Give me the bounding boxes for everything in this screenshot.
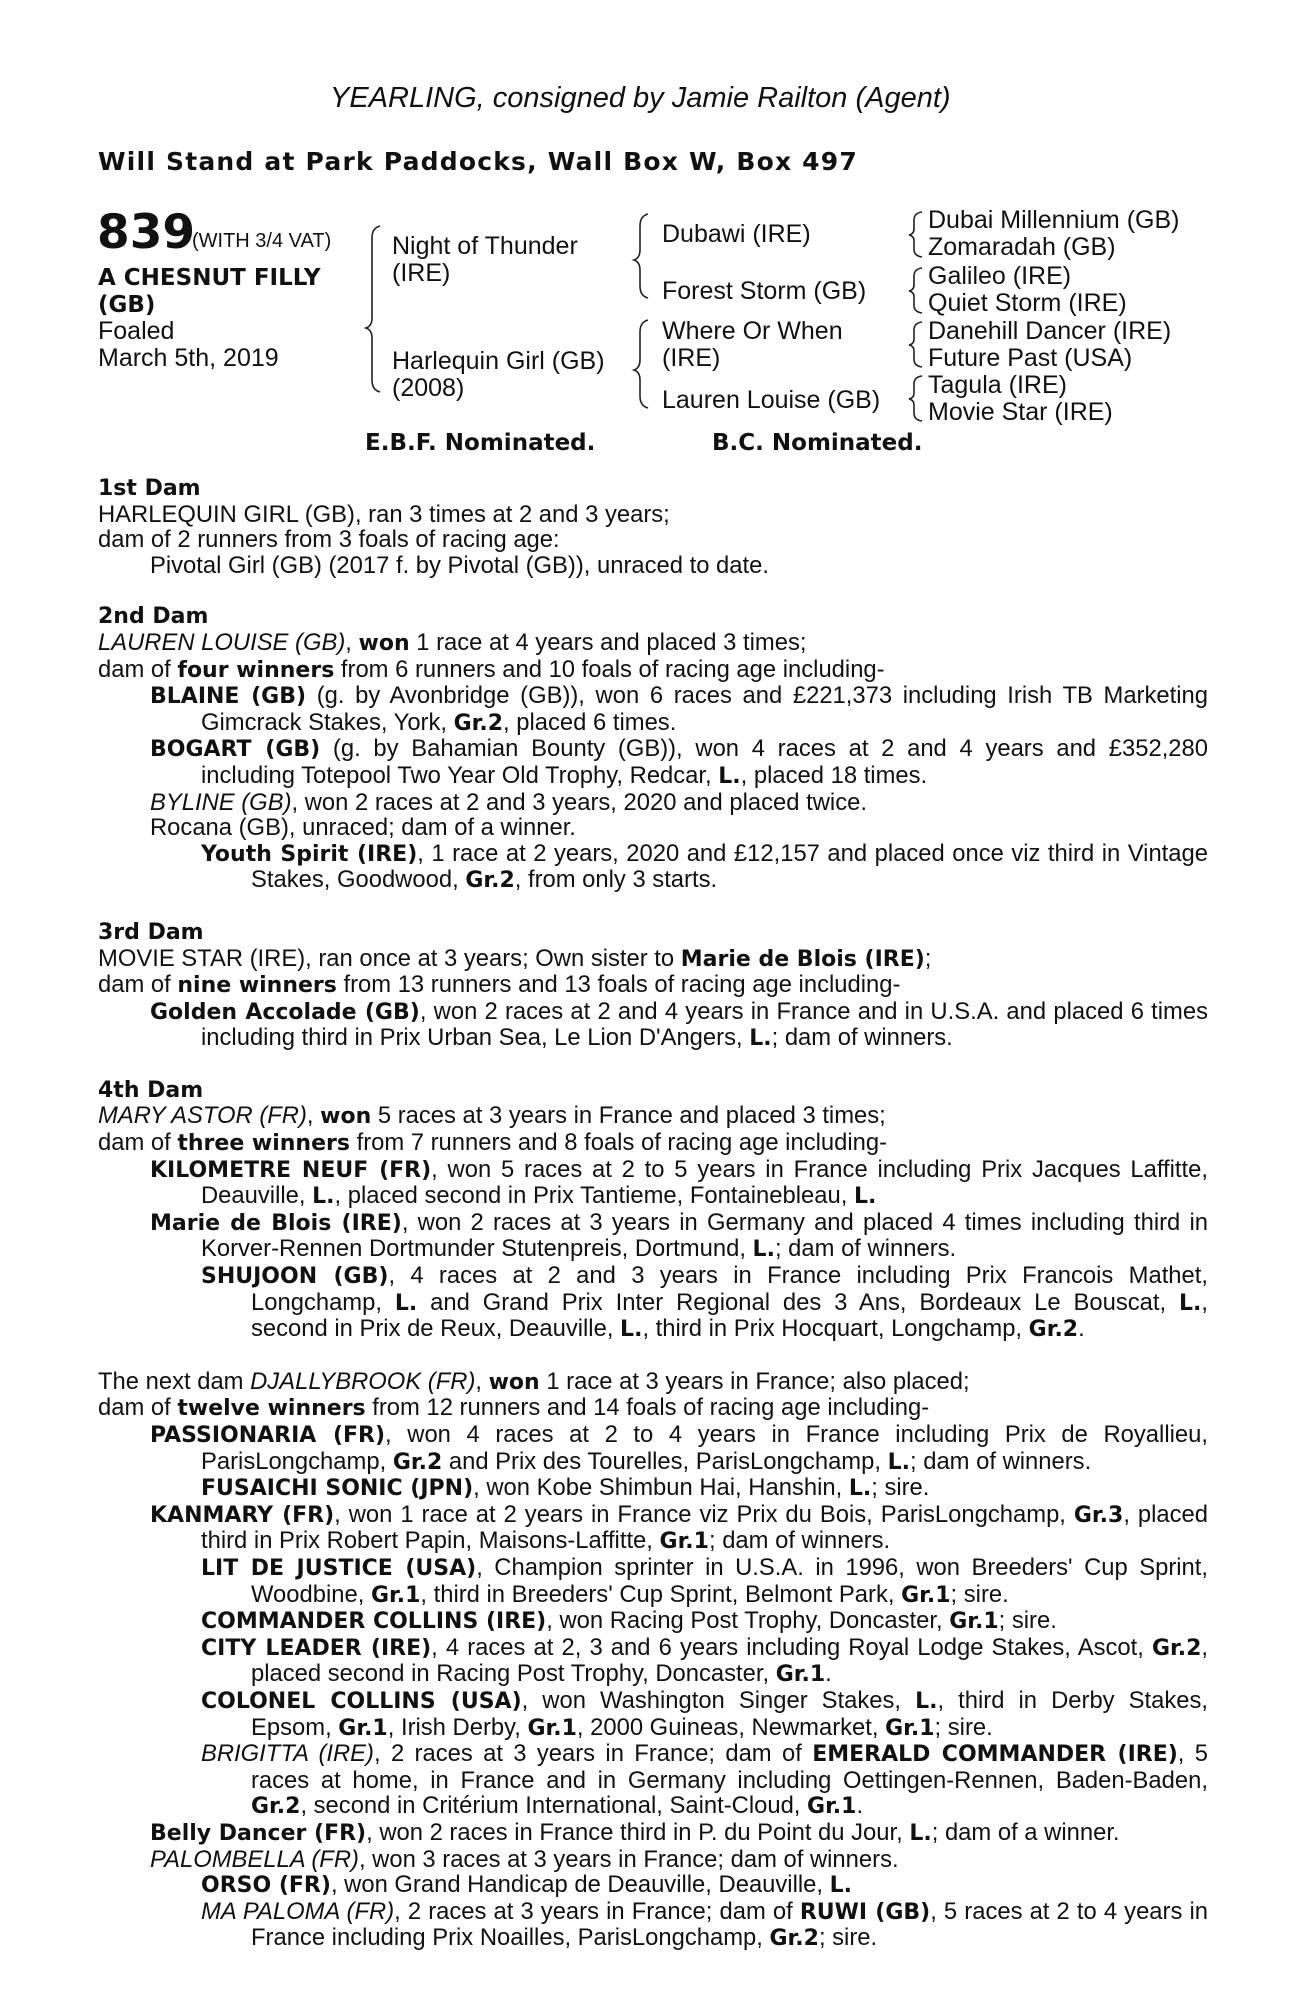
- entry-text: ,: [306, 1102, 321, 1130]
- pedigree-entry: [98, 630, 1208, 657]
- gg-8: Movie Star (IRE): [928, 398, 1113, 426]
- entry-text: , placed 6 times.: [503, 708, 677, 736]
- pedigree-entry: [98, 1157, 1208, 1210]
- bold-text: Gr.1: [775, 1662, 826, 1688]
- italic-text: MA PALOMA (FR): [201, 1897, 395, 1925]
- entry-text: Rocana (GB), unraced; dam of a winner.: [150, 814, 576, 842]
- dam-sire-name: Where Or When: [662, 317, 843, 345]
- pedigree-entry: [98, 1210, 1208, 1263]
- bold-text: Gr.1: [949, 1609, 999, 1635]
- bold-text: won: [488, 1369, 540, 1395]
- foaling-date: March 5th, 2019: [98, 344, 279, 372]
- bold-text: Belly Dancer (FR): [150, 1820, 367, 1846]
- bold-text: won: [320, 1104, 372, 1130]
- entry-text: , won Kobe Shimbun Hai, Hanshin,: [473, 1474, 849, 1502]
- entry-text: , won Washington Singer Stakes,: [521, 1686, 916, 1714]
- pedigree-entry: [98, 790, 1208, 816]
- pedigree-entry: [98, 815, 1208, 841]
- entry-text: , from only 3 starts.: [514, 866, 718, 894]
- entry-text: , second in Critérium International, Saint-Cloud,: [300, 1792, 808, 1820]
- pedigree-entry: [98, 972, 1208, 999]
- entry-text: 1 race at 4 years and placed 3 times;: [409, 628, 807, 656]
- pedigree-entry: [98, 527, 1208, 553]
- entry-text: MOVIE STAR (IRE), ran once at 3 years; Own sister to: [98, 944, 681, 972]
- entry-text: , placed second in Prix Tantieme, Fontainebleau,: [334, 1182, 854, 1210]
- bold-text: L.: [829, 1873, 853, 1899]
- bold-text: L.: [749, 1026, 772, 1052]
- stand-location: Will Stand at Park Paddocks, Wall Box W, Box 497: [98, 147, 858, 176]
- pedigree-entry: [98, 502, 1208, 528]
- entry-text: , 4 races at 2 and 3 years in France including Prix Francois Mathet, Longchamp,: [251, 1262, 1209, 1316]
- vat-note: (WITH 3/4 VAT): [192, 230, 332, 252]
- catalogue-title: YEARLING, consigned by Jamie Railton (Agent): [330, 82, 951, 114]
- dam-section: [98, 1078, 1208, 1343]
- ebf-nomination: E.B.F. Nominated.: [365, 430, 596, 456]
- gg-2: Zomaradah (GB): [928, 233, 1116, 261]
- entry-text: from 7 runners and 8 foals of racing age including-: [349, 1129, 888, 1157]
- italic-text: LAUREN LOUISE (GB): [98, 628, 346, 656]
- entry-text: ; sire.: [871, 1474, 930, 1502]
- entry-text: ,: [345, 628, 359, 656]
- dam-foaling-year: (2008): [392, 374, 465, 402]
- pedigree-entry: [98, 999, 1208, 1052]
- entry-text: .: [825, 1660, 832, 1688]
- bold-text: four winners: [177, 657, 335, 683]
- bold-text: Golden Accolade (GB): [150, 999, 420, 1025]
- bold-text: PASSIONARIA (FR): [150, 1423, 386, 1448]
- bold-text: Marie de Blois (IRE): [150, 1210, 402, 1236]
- italic-text: BRIGITTA (IRE): [201, 1740, 374, 1768]
- bold-text: KILOMETRE NEUF (FR): [150, 1157, 432, 1183]
- bold-text: three winners: [177, 1131, 350, 1157]
- bold-text: Gr.1: [807, 1794, 857, 1820]
- entry-text: , won 2 races at 2 and 3 years, 2020 and placed twice.: [291, 788, 867, 816]
- entry-text: , won 3 races at 3 years in France; dam of winners.: [358, 1845, 899, 1873]
- gg-7: Tagula (IRE): [928, 371, 1067, 399]
- section-heading: 4th Dam: [98, 1077, 204, 1103]
- bold-text: LIT DE JUSTICE (USA): [201, 1555, 477, 1581]
- bold-text: Gr.1: [338, 1715, 388, 1741]
- entry-text: , placed 18 times.: [740, 761, 928, 789]
- entry-text: and Grand Prix Inter Regional des 3 Ans, Bordeaux Le Bouscat,: [417, 1288, 1179, 1316]
- bold-text: twelve winners: [177, 1396, 366, 1422]
- bold-text: COLONEL COLLINS (USA): [201, 1688, 522, 1714]
- bold-text: L.: [853, 1184, 877, 1210]
- pedigree-entry: [98, 1555, 1208, 1608]
- entry-text: ; dam of winners.: [774, 1235, 957, 1263]
- bold-text: EMERALD COMMANDER (IRE): [812, 1742, 1178, 1768]
- entry-text: ; dam of a winner.: [931, 1818, 1120, 1846]
- entry-text: (g. by Avonbridge (GB)), won 6 races and £221,373 including Irish TB Marketing Gimcrack Stakes, York,: [201, 682, 1208, 736]
- entry-text: , third in Derby Stakes, Epsom,: [251, 1686, 1208, 1741]
- entry-text: dam of 2 runners from 3 foals of racing age:: [98, 526, 560, 554]
- entry-text: , won Grand Handicap de Deauville, Deauville,: [330, 1871, 830, 1899]
- bold-text: L.: [620, 1317, 643, 1343]
- gg-4: Quiet Storm (IRE): [928, 289, 1127, 317]
- dam-section: [98, 604, 1208, 894]
- entry-text: , 2000 Guineas, Newmarket,: [576, 1713, 886, 1741]
- entry-text: from 13 runners and 13 foals of racing age including-: [336, 971, 901, 999]
- bold-text: FUSAICHI SONIC (JPN): [201, 1476, 474, 1502]
- pedigree-entry: [98, 1899, 1208, 1952]
- bold-text: Gr.2: [392, 1449, 443, 1475]
- entry-text: , 4 races at 2, 3 and 6 years including Royal Lodge Stakes, Ascot,: [431, 1633, 1152, 1661]
- section-heading: 2nd Dam: [98, 604, 209, 630]
- italic-text: DJALLYBROOK (FR): [250, 1367, 476, 1395]
- bold-text: Gr.2: [1151, 1635, 1202, 1661]
- pedigree-entry: [98, 1475, 1208, 1502]
- gg-3: Galileo (IRE): [928, 262, 1072, 290]
- foaled-label: Foaled: [98, 317, 175, 345]
- entry-text: (g. by Bahamian Bounty (GB)), won 4 races at 2 and 4 years and £352,280 including Totepool Two Year Old Trophy, Redcar,: [201, 735, 1209, 789]
- entry-text: , third in Prix Hocquart, Longchamp,: [642, 1315, 1029, 1343]
- pedigree-entry: [98, 1369, 1208, 1396]
- pedigree-entry: [98, 946, 1208, 973]
- entry-text: , 5 races at home, in France and in Germany including Oettingen-Rennen, Baden-Baden,: [251, 1740, 1208, 1794]
- entry-text: ; sire.: [998, 1607, 1057, 1635]
- entry-text: Pivotal Girl (GB) (2017 f. by Pivotal (GB)), unraced to date.: [150, 551, 769, 579]
- pedigree-entry: [98, 657, 1208, 684]
- pedigree-entry: [98, 1502, 1208, 1555]
- bold-text: COMMANDER COLLINS (IRE): [201, 1609, 547, 1635]
- entry-text: , won Racing Post Trophy, Doncaster,: [546, 1607, 950, 1635]
- bold-text: L.: [312, 1184, 335, 1210]
- bold-text: L.: [718, 763, 741, 789]
- entry-text: 5 races at 3 years in France and placed 3 times;: [371, 1102, 886, 1130]
- dam-section: [98, 476, 1208, 578]
- entry-text: , 2 races at 3 years in France; dam of: [394, 1897, 800, 1925]
- entry-text: , Champion sprinter in U.S.A. in 1996, won Breeders' Cup Sprint, Woodbine,: [251, 1553, 1208, 1608]
- lot-description: A CHESNUT FILLY: [98, 265, 321, 291]
- bold-text: Gr.3: [1073, 1502, 1124, 1528]
- entry-text: ; sire.: [818, 1924, 878, 1952]
- bold-text: won: [358, 630, 410, 656]
- italic-text: BYLINE (GB): [150, 788, 292, 816]
- gg-6: Future Past (USA): [928, 344, 1133, 372]
- pedigree-entry: [98, 1847, 1208, 1873]
- bold-text: CITY LEADER (IRE): [201, 1635, 432, 1661]
- bold-text: L.: [915, 1688, 938, 1714]
- entry-text: , won 2 races at 3 years in Germany and placed 4 times including third in Korver-Rennen Dortmunder Stutenpreis, Dortmund,: [201, 1208, 1208, 1263]
- pedigree-entry: [98, 1422, 1208, 1475]
- italic-text: MARY ASTOR (FR): [98, 1102, 307, 1130]
- pedigree-entry: [98, 1820, 1208, 1847]
- bold-text: Gr.1: [885, 1715, 935, 1741]
- lot-description-country: (GB): [98, 292, 156, 318]
- bold-text: BLAINE (GB): [150, 684, 307, 710]
- gg-1: Dubai Millennium (GB): [928, 206, 1180, 234]
- bold-text: L.: [909, 1820, 932, 1846]
- entry-text: ,: [475, 1367, 489, 1395]
- pedigree-entry: [98, 1741, 1208, 1820]
- pedigree-entry: [98, 1688, 1208, 1741]
- entry-text: , 5 races at 2 to 4 years in France including Prix Noailles, ParisLongchamp,: [251, 1897, 1208, 1952]
- pedigree-entry: [98, 841, 1208, 894]
- entry-text: , won 5 races at 2 to 5 years in France including Prix Jacques Laffitte, Deauville,: [201, 1155, 1209, 1210]
- bold-text: L.: [848, 1476, 872, 1502]
- entry-text: ;: [924, 944, 932, 972]
- bold-text: SHUJOON (GB): [201, 1264, 389, 1290]
- bold-text: Gr.2: [465, 868, 515, 894]
- entry-text: dam of: [98, 971, 178, 999]
- entry-text: from 6 runners and 10 foals of racing age including-: [334, 655, 885, 683]
- bold-text: RUWI (GB): [799, 1899, 931, 1925]
- entry-text: dam of: [98, 655, 178, 683]
- pedigree-entry: [98, 1130, 1208, 1157]
- entry-text: dam of: [98, 1394, 178, 1422]
- bold-text: L.: [394, 1290, 418, 1316]
- bold-text: Gr.1: [659, 1529, 709, 1555]
- bold-text: ORSO (FR): [201, 1873, 331, 1899]
- bold-text: BOGART (GB): [150, 737, 321, 763]
- entry-text: dam of: [98, 1129, 178, 1157]
- bold-text: Gr.2: [1028, 1317, 1079, 1343]
- bold-text: L.: [752, 1237, 775, 1263]
- sire-name: Night of Thunder: [392, 232, 578, 260]
- section-heading: 1st Dam: [98, 476, 201, 501]
- pedigree-entry: [98, 683, 1208, 736]
- bold-text: Gr.1: [901, 1582, 951, 1608]
- entry-text: , third in Breeders' Cup Sprint, Belmont Park,: [420, 1580, 902, 1608]
- entry-text: .: [1078, 1315, 1085, 1343]
- bold-text: Gr.2: [251, 1794, 301, 1820]
- sire-sire: Dubawi (IRE): [662, 220, 811, 248]
- entry-text: , placed third in Prix Robert Papin, Maisons-Laffitte,: [201, 1500, 1209, 1555]
- dam-dam: Lauren Louise (GB): [662, 386, 881, 414]
- entry-text: ; dam of winners.: [708, 1527, 891, 1555]
- italic-text: PALOMBELLA (FR): [150, 1845, 359, 1873]
- pedigree-entry: [98, 1872, 1208, 1899]
- pedigree-entry: [98, 1395, 1208, 1422]
- bold-text: nine winners: [177, 973, 337, 999]
- pedigree-entry: [98, 1608, 1208, 1635]
- entry-text: , won 2 races in France third in P. du Point du Jour,: [366, 1818, 910, 1846]
- entry-text: , Irish Derby,: [387, 1713, 528, 1741]
- entry-text: , won 1 race at 2 years in France viz Prix du Bois, ParisLongchamp,: [334, 1500, 1074, 1528]
- bold-text: KANMARY (FR): [150, 1502, 335, 1528]
- gg-5: Danehill Dancer (IRE): [928, 317, 1172, 345]
- bc-nomination: B.C. Nominated.: [712, 430, 923, 456]
- pedigree-entry: [98, 1635, 1208, 1688]
- entry-text: and Prix des Tourelles, ParisLongchamp,: [442, 1447, 888, 1475]
- entry-text: from 12 runners and 14 foals of racing age including-: [365, 1394, 930, 1422]
- entry-text: 1 race at 3 years in France; also placed;: [539, 1367, 970, 1395]
- dam-name: Harlequin Girl (GB): [392, 347, 605, 375]
- entry-text: ; sire.: [950, 1580, 1009, 1608]
- lot-number: 839: [97, 205, 196, 260]
- entry-text: , won 2 races at 2 and 4 years in France and in U.S.A. and placed 6 times including third in Prix Urban Sea, Le Lion D'Angers,: [201, 997, 1209, 1052]
- sire-dam: Forest Storm (GB): [662, 277, 867, 305]
- entry-text: , won 4 races at 2 to 4 years in France including Prix de Royallieu, ParisLongchamp,: [201, 1421, 1208, 1475]
- bold-text: Marie de Blois (IRE): [680, 946, 925, 972]
- pedigree-entry: [98, 736, 1208, 789]
- entry-text: ; dam of winners.: [909, 1447, 1092, 1475]
- entry-text: , 2 races at 3 years in France; dam of: [373, 1740, 813, 1768]
- bold-text: L.: [1178, 1290, 1202, 1316]
- entry-text: .: [856, 1792, 864, 1820]
- dam-line-body: [98, 476, 1208, 1952]
- pedigree-entry: [98, 553, 1208, 579]
- bold-text: L.: [887, 1449, 910, 1475]
- bold-text: Gr.2: [453, 710, 504, 736]
- dam-section: [98, 1369, 1208, 1952]
- dam-section: [98, 920, 1208, 1052]
- bold-text: Youth Spirit (IRE): [201, 841, 418, 867]
- sire-country: (IRE): [392, 259, 451, 287]
- bold-text: Gr.1: [527, 1715, 577, 1741]
- bold-text: Gr.1: [370, 1582, 421, 1608]
- pedigree-entry: [98, 1263, 1208, 1343]
- entry-text: HARLEQUIN GIRL (GB), ran 3 times at 2 and 3 years;: [98, 500, 670, 528]
- dam-sire-country: (IRE): [662, 344, 721, 372]
- entry-text: The next dam: [98, 1367, 251, 1395]
- entry-text: , 1 race at 2 years, 2020 and £12,157 and placed once viz third in Vintage Stakes, Goodwood,: [251, 839, 1208, 894]
- entry-text: , second in Prix de Reux, Deauville,: [251, 1288, 1208, 1343]
- entry-text: ; sire.: [934, 1713, 993, 1741]
- entry-text: ; dam of winners.: [771, 1024, 953, 1052]
- section-heading: 3rd Dam: [98, 919, 204, 945]
- pedigree-entry: [98, 1103, 1208, 1130]
- entry-text: , placed second in Racing Post Trophy, Doncaster,: [251, 1633, 1208, 1688]
- bold-text: Gr.2: [769, 1926, 819, 1952]
